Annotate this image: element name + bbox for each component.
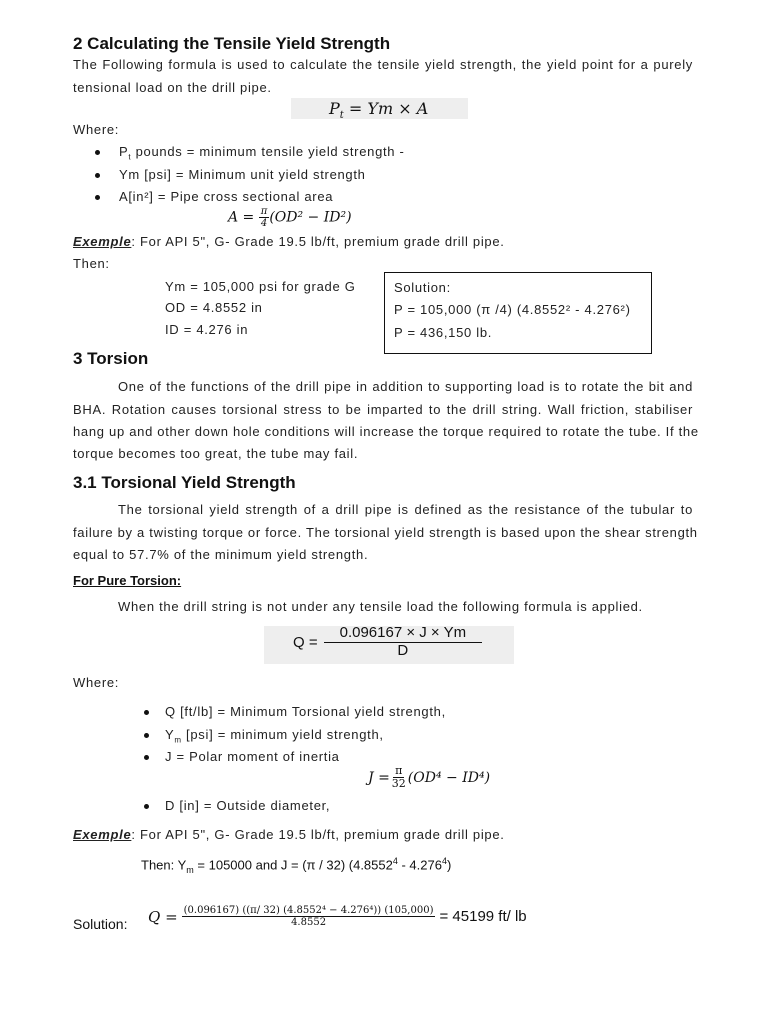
- example-label: Exemple: [73, 234, 132, 249]
- example-text-2: : For API 5", G- Grade 19.5 lb/ft, premium grade drill pipe.: [131, 827, 505, 842]
- q-formula: [293, 625, 482, 659]
- section-3-heading: 3 Torsion: [73, 349, 149, 368]
- j-formula-rhs: (OD⁴ − ID⁴): [407, 769, 491, 786]
- j-formula-fraction: [392, 765, 406, 790]
- j-formula-num: π: [395, 764, 403, 777]
- section-3-1-heading: 3.1 Torsional Yield Strength: [73, 473, 296, 492]
- bullet-j: J = Polar moment of inertia: [165, 749, 340, 764]
- bullet-pt: [119, 144, 405, 162]
- bullet-ym: Ym [psi] = Minimum unit yield strength: [119, 167, 366, 182]
- formula-rhs: = Ym × A: [348, 99, 429, 118]
- area-formula-den: 4: [260, 218, 268, 229]
- solution-formula-den: 4.8552: [291, 917, 327, 928]
- tensile-formula: [329, 99, 428, 121]
- example-2: [73, 827, 505, 842]
- bullet-q: Q [ft/lb] = Minimum Torsional yield strength,: [165, 704, 446, 719]
- q-formula-fraction: [324, 625, 482, 659]
- bullet-ym-sub: m: [174, 735, 182, 745]
- solution-formula-rhs: = 45199 ft/ lb: [439, 908, 527, 925]
- solution-formula-num: (0.096167) ((π/ 32) (4.8552⁴ − 4.276⁴)) (105,000): [183, 905, 434, 916]
- bullet-dot: [95, 150, 100, 155]
- where-label: Where:: [73, 122, 120, 137]
- q-formula-den: D: [397, 641, 409, 659]
- torsion-line-3: hang up and other down hole conditions will increase the torque required to rotate the tube. If the: [73, 424, 699, 439]
- formula-lhs: P: [329, 99, 340, 118]
- example-text: : For API 5", G- Grade 19.5 lb/ft, premium grade drill pipe.: [131, 234, 505, 249]
- then-a: Then: Y: [141, 857, 187, 873]
- example-1: [73, 234, 505, 249]
- bullet-dot: [144, 710, 149, 715]
- bullet-area: A[in²] = Pipe cross sectional area: [119, 189, 334, 204]
- solution-label: Solution:: [394, 280, 451, 295]
- area-formula-lhs: A =: [228, 209, 255, 226]
- bullet-d: D [in] = Outside diameter,: [165, 798, 331, 813]
- bullet-pt-pre: P: [119, 144, 129, 159]
- solution-label-2: Solution:: [73, 916, 128, 932]
- tys-line-2: failure by a twisting torque or force. The torsional yield strength is based upon the shear strength: [73, 525, 698, 540]
- solution-eq: P = 105,000 (π /4) (4.8552² - 4.276²): [394, 302, 631, 317]
- then-d: ): [446, 857, 452, 873]
- example-label-2: Exemple: [73, 827, 132, 842]
- bullet-dot: [144, 733, 149, 738]
- area-formula-fraction: [259, 206, 270, 229]
- given-id: ID = 4.276 in: [165, 322, 249, 337]
- section-2-intro-line-2: tensional load on the drill pipe.: [73, 80, 272, 95]
- then-sup2: 4: [441, 856, 447, 866]
- torsion-line-2: BHA. Rotation causes torsional stress to be imparted to the drill string. Wall friction, stabiliser: [73, 402, 693, 417]
- given-ym: Ym = 105,000 psi for grade G: [165, 279, 356, 294]
- then-c: - 4.276: [397, 857, 442, 873]
- bullet-pt-post: pounds = minimum tensile yield strength -: [131, 144, 405, 159]
- then-values: [141, 856, 451, 875]
- bullet-ym-pre: Y: [165, 727, 175, 742]
- solution-formula-lhs: Q =: [148, 907, 178, 926]
- pure-torsion-label: For Pure Torsion:: [73, 573, 182, 588]
- bullet-dot: [95, 195, 100, 200]
- solution-result: P = 436,150 lb.: [394, 325, 493, 340]
- section-2-intro-line-1: The Following formula is used to calculate the tensile yield strength, the yield point for a purely: [73, 57, 693, 72]
- bullet-ym-2: [165, 727, 384, 745]
- area-formula-rhs: (OD² − ID²): [269, 209, 352, 226]
- area-formula: [228, 206, 352, 229]
- j-formula-den: 32: [391, 777, 406, 791]
- tys-line-1: The torsional yield strength of a drill pipe is defined as the resistance of the tubular to: [118, 502, 693, 517]
- then-label: Then:: [73, 256, 110, 271]
- section-2-heading: 2 Calculating the Tensile Yield Strength: [73, 34, 391, 53]
- area-formula-num: π: [260, 206, 268, 217]
- torsion-line-1: One of the functions of the drill pipe in addition to supporting load is to rotate the bit and: [118, 379, 693, 394]
- bullet-pt-sub: t: [128, 152, 132, 162]
- bullet-dot: [144, 755, 149, 760]
- solution-formula: [148, 905, 527, 928]
- where-label-2: Where:: [73, 675, 120, 690]
- q-formula-num: 0.096167 × J × Ym: [324, 625, 482, 643]
- bullet-ym-post: [psi] = minimum yield strength,: [181, 727, 384, 742]
- then-b: = 105000 and J = (π / 32) (4.8552: [193, 857, 393, 873]
- bullet-dot: [144, 804, 149, 809]
- solution-formula-fraction: [182, 905, 436, 928]
- formula-sub: t: [339, 110, 344, 122]
- j-formula-lhs: J =: [368, 769, 390, 786]
- then-sup1: 4: [392, 856, 398, 866]
- torsion-line-4: torque becomes too great, the tube may fail.: [73, 446, 359, 461]
- q-formula-lhs: Q =: [293, 633, 318, 651]
- given-od: OD = 4.8552 in: [165, 300, 263, 315]
- bullet-dot: [95, 173, 100, 178]
- tys-line-3: equal to 57.7% of the minimum yield strength.: [73, 547, 369, 562]
- pure-torsion-text: When the drill string is not under any tensile load the following formula is applied.: [118, 599, 643, 614]
- j-formula: [368, 765, 490, 790]
- then-sub: m: [186, 864, 194, 875]
